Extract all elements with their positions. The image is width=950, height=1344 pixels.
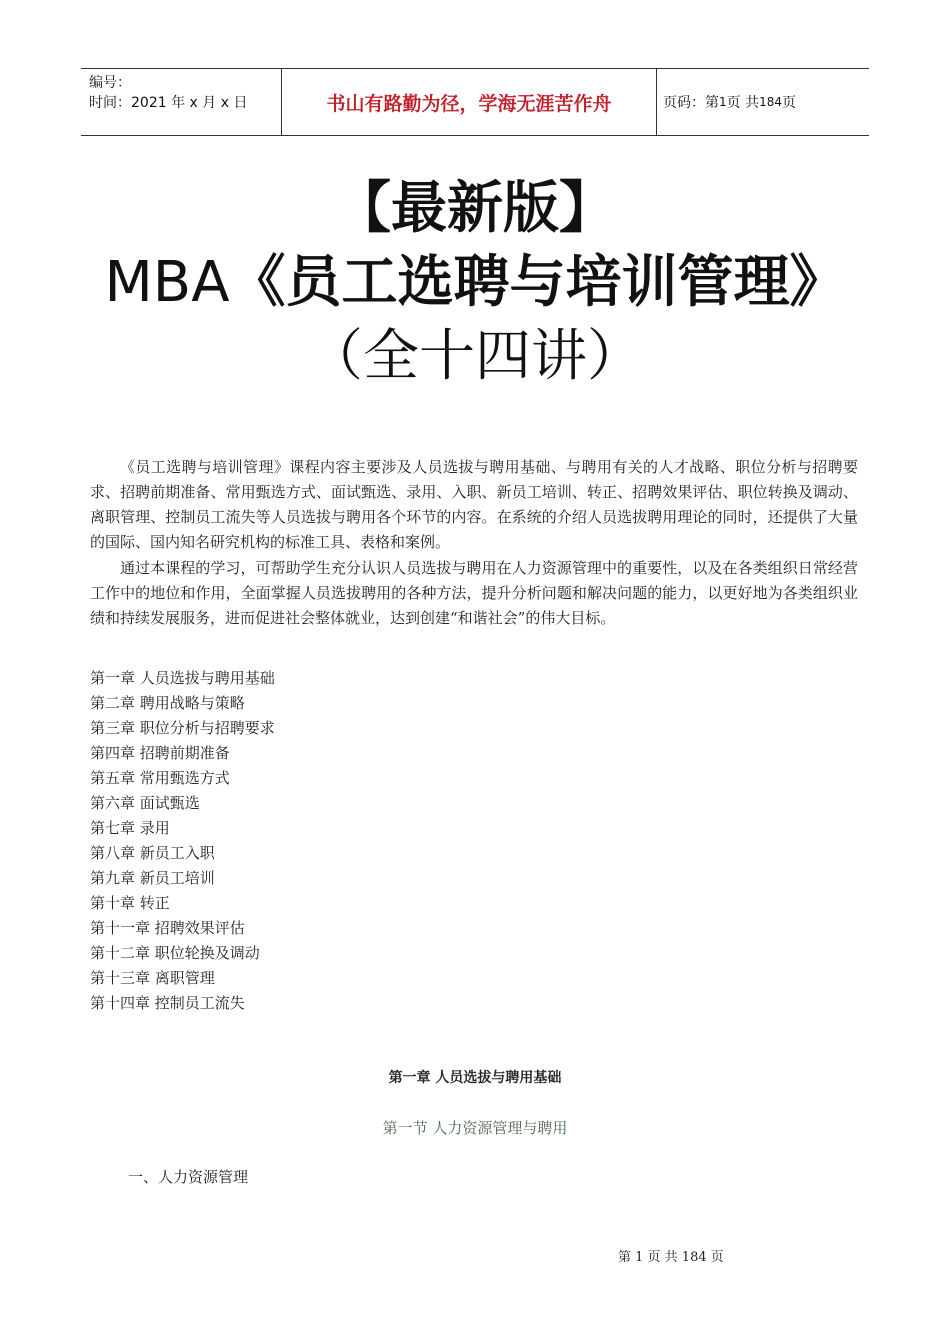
title-line-3: （全十四讲） xyxy=(307,324,643,389)
page-total: 184 xyxy=(759,95,782,109)
toc-item: 第十一章 招聘效果评估 xyxy=(90,919,245,937)
document-header xyxy=(81,68,869,136)
table-of-contents xyxy=(90,666,275,1016)
header-page-info xyxy=(657,69,869,135)
header-motto: 书山有路勤为径，学海无涯苦作舟 xyxy=(281,69,657,135)
title-course-name: 《员工选聘与培训管理》 xyxy=(229,250,846,315)
toc-item: 第十二章 职位轮换及调动 xyxy=(90,944,260,962)
page-footer: 第 1 页 共 184 页 xyxy=(618,1250,724,1265)
toc-item: 第十三章 离职管理 xyxy=(90,969,215,987)
toc-item: 第一章 人员选拔与聘用基础 xyxy=(90,669,275,687)
page-current: 1 xyxy=(719,95,727,109)
toc-item: 第十章 转正 xyxy=(90,894,170,912)
title-line-1: 【最新版】 xyxy=(335,176,615,241)
intro-paragraph-1: 《员工选聘与培训管理》课程内容主要涉及人员选拔与聘用基础、与聘用有关的人才战略、职位分析与招聘要求、招聘前期准备、常用甄选方式、面试甄选、录用、入职、新员工培训、转正、招聘效果评估、职位转换及调动、离职管理、控制员工流失等人员选拔与聘用各个环节的内容。在系统的介绍人员选拔聘用理论的同时，还提供了大量的国际、国内知名研究机构的标准工具、表格和案例。 xyxy=(90,458,858,551)
toc-item: 第十四章 控制员工流失 xyxy=(90,994,245,1012)
section-heading: 第一节 人力资源管理与聘用 xyxy=(382,1119,568,1137)
document-number-label: 编号： xyxy=(89,75,131,91)
title-line-2 xyxy=(0,246,950,320)
header-meta xyxy=(81,69,281,135)
page-mid: 页 共 xyxy=(726,95,760,111)
intro-paragraph-2: 通过本课程的学习，可帮助学生充分认识人员选拔与聘用在人力资源管理中的重要性，以及在各类组织日常经营工作中的地位和作用，全面掌握人员选拔聘用的各种方法，提升分析问题和解决问题的能力，以更好地为各类组织业绩和持续发展服务，进而促进社会整体就业，达到创建“和谐社会”的伟大目标。 xyxy=(90,559,858,627)
toc-item: 第九章 新员工培训 xyxy=(90,869,215,887)
chapter-heading: 第一章 人员选拔与聘用基础 xyxy=(388,1070,562,1086)
toc-item: 第五章 常用甄选方式 xyxy=(90,769,230,787)
document-date: 时间：2021 年 x 月 x 日 xyxy=(89,95,248,111)
page-prefix: 页码：第 xyxy=(663,95,719,111)
toc-item: 第四章 招聘前期准备 xyxy=(90,744,230,762)
toc-item: 第二章 聘用战略与策略 xyxy=(90,694,245,712)
page-suffix: 页 xyxy=(782,95,796,111)
toc-item: 第六章 面试甄选 xyxy=(90,794,200,812)
title-mba: MBA xyxy=(104,250,230,315)
toc-item: 第八章 新员工入职 xyxy=(90,844,215,862)
subsection-heading: 一、人力资源管理 xyxy=(128,1168,249,1186)
toc-item: 第三章 职位分析与招聘要求 xyxy=(90,719,275,737)
toc-item: 第七章 录用 xyxy=(90,819,170,837)
